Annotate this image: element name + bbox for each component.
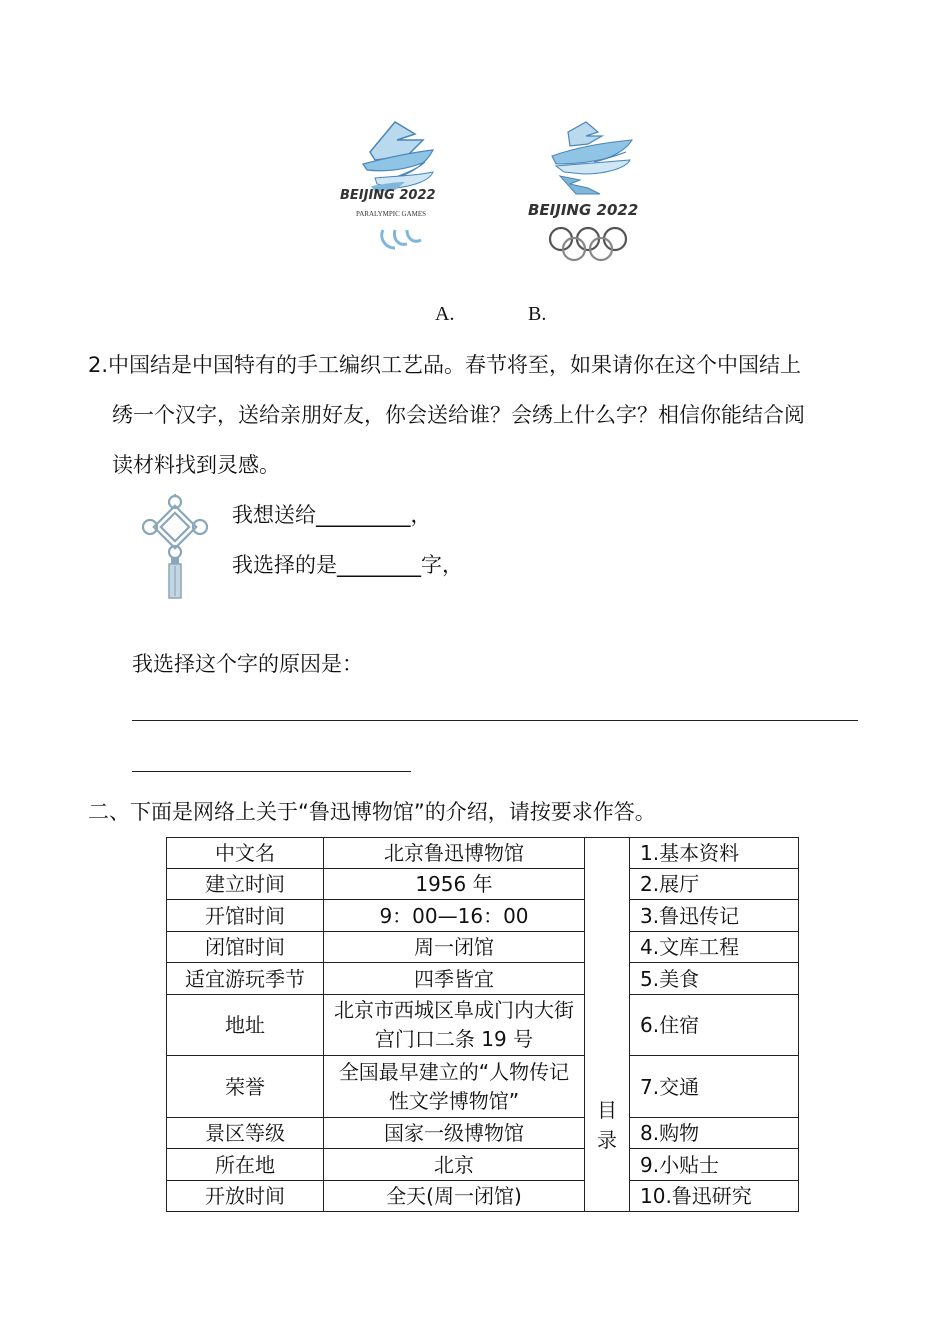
catalog-item[interactable]: 3.鲁迅传记 — [630, 900, 799, 932]
chinese-knot-icon — [138, 494, 212, 608]
catalog-label: 目录 — [597, 1097, 617, 1152]
catalog-item[interactable]: 4.文库工程 — [630, 932, 799, 963]
table-row — [167, 900, 799, 932]
table-value-cell: 国家一级博物馆 — [324, 1118, 585, 1149]
table-row — [167, 932, 799, 963]
catalog-item[interactable]: 10.鲁迅研究 — [630, 1181, 799, 1212]
choose-char-line[interactable]: 我选择的是________字， — [232, 553, 463, 577]
catalog-item[interactable]: 1.基本资料 — [630, 838, 799, 869]
table-row — [167, 1118, 799, 1149]
table-row — [167, 1149, 799, 1181]
catalog-item[interactable]: 9.小贴士 — [630, 1149, 799, 1181]
table-key-cell: 适宜游玩季节 — [167, 963, 324, 995]
logo-b-text: BEIJING 2022 — [528, 201, 639, 219]
section-2-title: 二、下面是网络上关于“鲁迅博物馆”的介绍，请按要求作答。 — [88, 800, 656, 824]
logo-a-subtext: PARALYMPIC GAMES — [356, 210, 427, 218]
catalog-item[interactable]: 7.交通 — [630, 1056, 799, 1118]
table-row — [167, 869, 799, 900]
catalog-item[interactable]: 6.住宿 — [630, 995, 799, 1056]
table-value-cell: 四季皆宜 — [324, 963, 585, 995]
museum-info-table — [166, 837, 799, 1212]
logo-a-text: BEIJING 2022 — [340, 188, 436, 203]
answer-line-1[interactable] — [132, 720, 858, 721]
q2-line-2: 绣一个汉字，送给亲朋好友，你会送给谁？会绣上什么字？相信你能结合阅 — [112, 403, 805, 427]
table-key-cell: 建立时间 — [167, 869, 324, 900]
table-key-cell: 开放时间 — [167, 1181, 324, 1212]
table-key-cell: 开馆时间 — [167, 900, 324, 932]
reason-prompt: 我选择这个字的原因是： — [132, 652, 363, 676]
table-row — [167, 838, 799, 869]
table-value-cell: 周一闭馆 — [324, 932, 585, 963]
catalog-label-cell — [585, 838, 630, 1212]
paralympic-emblem-graphic — [335, 112, 455, 262]
catalog-item[interactable]: 2.展厅 — [630, 869, 799, 900]
option-a-label: A. — [435, 303, 455, 325]
table-value-cell: 北京鲁迅博物馆 — [324, 838, 585, 869]
table-value-cell: 全国最早建立的“人物传记性文学博物馆” — [324, 1056, 585, 1118]
answer-line-2[interactable] — [132, 771, 411, 772]
table-key-cell: 荣誉 — [167, 1056, 324, 1118]
table-key-cell: 景区等级 — [167, 1118, 324, 1149]
send-to-line[interactable]: 我想送给_________， — [232, 503, 432, 527]
logo-paralympic — [335, 112, 455, 262]
table-value-cell: 1956 年 — [324, 869, 585, 900]
table-value-cell: 9：00—16：00 — [324, 900, 585, 932]
option-b-label: B. — [528, 303, 547, 325]
table-value-cell: 北京 — [324, 1149, 585, 1181]
table-value-cell: 北京市西城区阜成门内大街宫门口二条 19 号 — [324, 995, 585, 1056]
olympic-rings-icon — [548, 226, 630, 266]
table-row — [167, 995, 799, 1056]
table-row — [167, 1181, 799, 1212]
table-value-cell: 全天(周一闭馆) — [324, 1181, 585, 1212]
table-key-cell: 所在地 — [167, 1149, 324, 1181]
catalog-item[interactable]: 5.美食 — [630, 963, 799, 995]
table-key-cell: 闭馆时间 — [167, 932, 324, 963]
table-key-cell: 中文名 — [167, 838, 324, 869]
table-key-cell: 地址 — [167, 995, 324, 1056]
table-row — [167, 1056, 799, 1118]
table-row — [167, 963, 799, 995]
catalog-item[interactable]: 8.购物 — [630, 1118, 799, 1149]
q2-line-3: 读材料找到灵感。 — [112, 453, 280, 477]
q2-line-1: 2.中国结是中国特有的手工编织工艺品。春节将至，如果请你在这个中国结上 — [88, 353, 802, 377]
